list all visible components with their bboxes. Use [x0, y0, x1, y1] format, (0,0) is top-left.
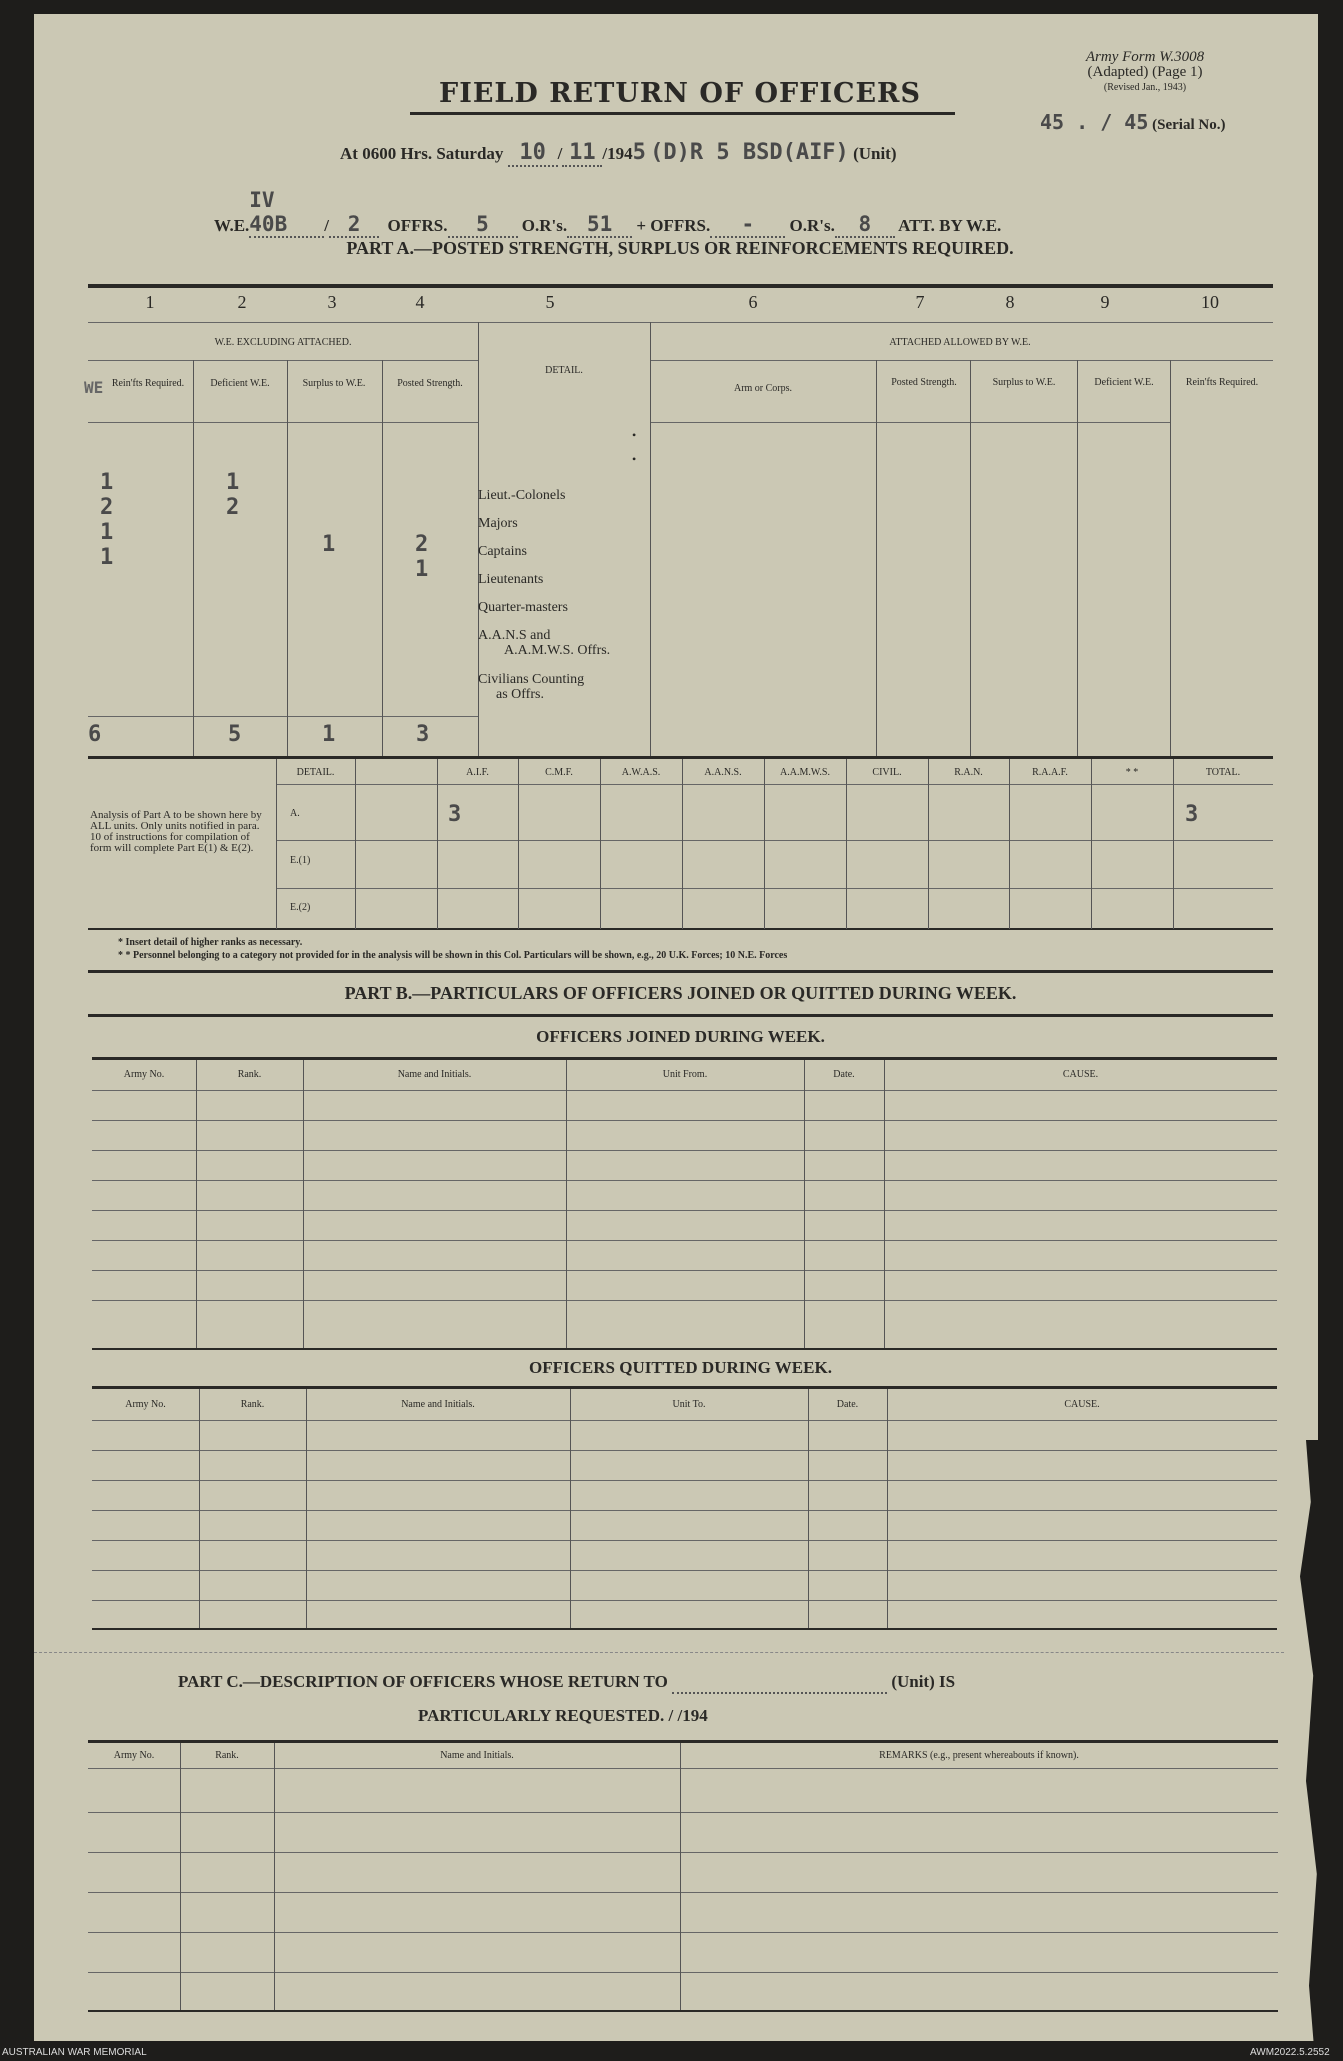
- analysis-row-rule-2: [276, 888, 1273, 889]
- quitted-col-div: [306, 1389, 307, 1628]
- col2-value: 1: [226, 470, 240, 495]
- col-number-2: 2: [237, 292, 247, 312]
- quitted-hdr-name: Name and Initials.: [401, 1399, 475, 1410]
- quitted-col-div: [570, 1389, 571, 1628]
- analysis-hdr-aamws: A.A.M.W.S.: [780, 767, 830, 778]
- part-c-date: / /194: [668, 1706, 708, 1725]
- col-divider-3: [382, 360, 383, 756]
- part-c-col-div: [180, 1743, 181, 2010]
- part-a-top-rule: [88, 284, 1273, 288]
- rank-quarter-masters: Quarter-masters: [478, 600, 568, 615]
- ors-value: 51: [567, 212, 632, 238]
- page-title: FIELD RETURN OF OFFICERS: [439, 78, 921, 109]
- quitted-hdr-cause: CAUSE.: [1064, 1399, 1100, 1410]
- serial-number-value: 45 . / 45: [1040, 110, 1149, 134]
- part-a-title: PART A.—POSTED STRENGTH, SURPLUS OR REINFORCEMENTS REQUIRED.: [346, 238, 1014, 258]
- ors2-value: 8: [835, 212, 895, 238]
- rank-majors: Majors: [478, 516, 518, 531]
- quitted-header-rule: [92, 1420, 1277, 1421]
- analysis-col-div: [355, 759, 356, 929]
- quitted-row-line: [92, 1510, 1277, 1511]
- joined-col-div: [566, 1060, 567, 1348]
- col-number-4: 4: [415, 292, 425, 312]
- analysis-row-e1: E.(1): [290, 855, 311, 866]
- analysis-col-div: [1009, 759, 1010, 929]
- part-c-row-line: [88, 1812, 1278, 1813]
- part-a-total-rule: [88, 716, 478, 717]
- analysis-col-div: [1173, 759, 1174, 929]
- joined-row-line: [92, 1150, 1277, 1151]
- we-line: W.E.IV 40B / 2 OFFRS. 5 O.R's. 51 + OFFRS. - O.R's. 8 ATT. BY W.E.: [214, 188, 1002, 236]
- hdr-att-surplus: Surplus to W.E.: [992, 377, 1056, 388]
- part-c-hdr-army-no: Army No.: [113, 1750, 155, 1761]
- analysis-header-rule: [276, 784, 1273, 785]
- hdr-deficient-we: Deficient W.E.: [210, 378, 270, 389]
- col-number-7: 7: [915, 292, 925, 312]
- joined-row-line: [92, 1120, 1277, 1121]
- part-c-bottom-rule: [88, 2010, 1278, 2012]
- quitted-col-div: [887, 1389, 888, 1628]
- offrs-label: OFFRS.: [387, 216, 448, 235]
- joined-hdr-name: Name and Initials.: [397, 1069, 472, 1080]
- joined-row-line: [92, 1300, 1277, 1301]
- detail-asterisk-1: •: [632, 428, 637, 442]
- plus-offrs-value: -: [710, 212, 785, 238]
- analysis-row-a: A.: [290, 808, 300, 819]
- part-a-group-rule-right: [650, 360, 1273, 361]
- quitted-row-line: [92, 1480, 1277, 1481]
- date-day: 10: [508, 140, 558, 167]
- analysis-instructions: Analysis of Part A to be shown here by ALL units. Only units notified in para. 10 of instructions for compilation of form will complete Part E(1) & E(2).: [90, 809, 262, 854]
- analysis-row-rule-1: [276, 840, 1273, 841]
- analysis-col-div: [600, 759, 601, 929]
- date-year: 5: [632, 140, 646, 165]
- joined-row-line: [92, 1210, 1277, 1211]
- part-a-bottom-rule: [88, 756, 1273, 759]
- col2-value: 2: [226, 495, 240, 520]
- analysis-hdr-other: * *: [1125, 767, 1139, 778]
- ors-label: O.R's.: [521, 216, 568, 235]
- part-c-row-line: [88, 1892, 1278, 1893]
- quitted-top-rule: [92, 1386, 1277, 1389]
- analysis-col-div: [682, 759, 683, 929]
- rank-civilians-sub: as Offrs.: [496, 687, 544, 702]
- quitted-hdr-date: Date.: [836, 1399, 859, 1410]
- perforation-line: [34, 1652, 1284, 1653]
- part-c-row-line: [88, 1972, 1278, 1973]
- total-col2: 5: [228, 722, 242, 747]
- serial-number-label: (Serial No.): [1152, 117, 1226, 133]
- col-number-8: 8: [1005, 292, 1015, 312]
- quitted-col-div: [808, 1389, 809, 1628]
- quitted-row-line: [92, 1450, 1277, 1451]
- analysis-hdr-total: TOTAL.: [1205, 767, 1241, 778]
- group-we-excluding: W.E. EXCLUDING ATTACHED.: [214, 337, 352, 348]
- col-number-9: 9: [1100, 292, 1110, 312]
- form-number-line1: Army Form W.3008: [1085, 49, 1205, 65]
- part-c-col-div: [274, 1743, 275, 2010]
- date-year-prefix: 194: [607, 144, 633, 163]
- analysis-col-div: [1091, 759, 1092, 929]
- hdr-detail: DETAIL.: [545, 365, 583, 376]
- col3-value: 1: [322, 532, 336, 557]
- part-b-title: PART B.—PARTICULARS OF OFFICERS JOINED OR QUITTED DURING WEEK.: [344, 983, 1017, 1003]
- joined-row-line: [92, 1240, 1277, 1241]
- part-a-hdr-rule-right: [650, 422, 1170, 423]
- col-divider-8: [1077, 360, 1078, 756]
- hdr-posted-strength: Posted Strength.: [397, 378, 463, 389]
- quitted-row-line: [92, 1540, 1277, 1541]
- ors2-label: O.R's.: [789, 216, 835, 235]
- col1-values: [100, 470, 113, 570]
- joined-col-div: [884, 1060, 885, 1348]
- part-a-group-rule-left: [88, 360, 478, 361]
- hdr-reinfts-required: Rein'fts Required.: [111, 378, 185, 389]
- part-c-header-rule: [88, 1768, 1278, 1769]
- col1-value: 1: [100, 470, 114, 495]
- we-label: W.E.: [214, 216, 250, 235]
- total-col1: 6: [88, 722, 102, 747]
- plus-offrs-label: + OFFRS.: [636, 216, 711, 235]
- col1-value: 1: [100, 545, 114, 570]
- analysis-col-div: [846, 759, 847, 929]
- rank-aamws: A.A.M.W.S. Offrs.: [504, 643, 611, 658]
- detail-asterisk-2: •: [632, 452, 637, 466]
- hdr-surplus-we: Surplus to W.E.: [302, 378, 366, 389]
- col-number-10: 10: [1201, 292, 1219, 312]
- analysis-col-div: [276, 759, 277, 929]
- joined-col-div: [804, 1060, 805, 1348]
- quitted-col-div: [199, 1389, 200, 1628]
- offrs-value: 5: [448, 212, 518, 238]
- joined-top-rule: [92, 1057, 1277, 1060]
- analysis-hdr-aans: A.A.N.S.: [704, 767, 742, 778]
- part-a-hdr-rule-left: [88, 422, 478, 423]
- notes-bottom-rule: [88, 970, 1273, 973]
- part-c-line1: [178, 1672, 955, 1694]
- analysis-hdr-civil: CIVIL.: [872, 767, 902, 778]
- rank-civilians: Civilians Counting: [478, 672, 585, 687]
- part-c-title: PART C.—DESCRIPTION OF OFFICERS WHOSE RETURN TO: [178, 1672, 668, 1691]
- serial-number: [1040, 110, 1225, 134]
- analysis-col-div: [928, 759, 929, 929]
- analysis-bottom-rule: [88, 928, 1273, 930]
- we-value: IV 40B: [249, 188, 324, 238]
- col-divider-2: [287, 360, 288, 756]
- joined-hdr-date: Date.: [833, 1069, 855, 1080]
- analysis-col-div: [518, 759, 519, 929]
- col-divider-6: [876, 360, 877, 756]
- joined-title: OFFICERS JOINED DURING WEEK.: [536, 1027, 825, 1046]
- col-number-5: 5: [545, 292, 555, 312]
- part-c-requested: PARTICULARLY REQUESTED.: [418, 1706, 665, 1725]
- col4-value: 2: [415, 532, 429, 557]
- we-stamp: WE: [84, 378, 104, 397]
- joined-hdr-cause: CAUSE.: [1062, 1069, 1099, 1080]
- analysis-total-a-value: 3: [1185, 802, 1199, 827]
- analysis-row-e2: E.(2): [290, 902, 311, 913]
- hdr-att-deficient: Deficient W.E.: [1094, 377, 1154, 388]
- form-number-line3: (Revised Jan., 1943): [1103, 82, 1187, 93]
- joined-col-div: [303, 1060, 304, 1348]
- unit-label: (Unit): [853, 144, 897, 163]
- joined-hdr-unit-from: Unit From.: [662, 1069, 708, 1080]
- quitted-row-line: [92, 1570, 1277, 1571]
- quitted-row-line: [92, 1600, 1277, 1601]
- part-c-row-line: [88, 1852, 1278, 1853]
- col-number-6: 6: [748, 292, 758, 312]
- form-number: [1020, 50, 1270, 95]
- rank-lieutenants: Lieutenants: [478, 572, 544, 587]
- total-col3: 1: [322, 722, 336, 747]
- part-c-col-div: [680, 1743, 681, 2010]
- rank-captains: Captains: [478, 544, 527, 559]
- group-attached-allowed: ATTACHED ALLOWED BY W.E.: [889, 337, 1031, 348]
- col-divider-9: [1170, 360, 1171, 756]
- part-c-hdr-remarks: REMARKS (e.g., present whereabouts if known).: [879, 1750, 1079, 1761]
- date-prefix: At 0600 Hrs. Saturday: [340, 144, 504, 163]
- rank-lieut-colonels: Lieut.-Colonels: [478, 488, 566, 503]
- col4-values: [415, 532, 428, 582]
- joined-hdr-rank: Rank.: [237, 1069, 262, 1080]
- title-underline: [410, 112, 955, 115]
- joined-col-div: [196, 1060, 197, 1348]
- quitted-title: OFFICERS QUITTED DURING WEEK.: [529, 1358, 832, 1377]
- footer-archive-name: AUSTRALIAN WAR MEMORIAL: [2, 2047, 147, 2058]
- part-c-top-rule: [88, 1740, 1278, 1743]
- quitted-hdr-army-no: Army No.: [125, 1399, 166, 1410]
- joined-hdr-army-no: Army No.: [123, 1069, 165, 1080]
- quitted-hdr-rank: Rank.: [240, 1399, 265, 1410]
- analysis-hdr-ran: R.A.N.: [954, 767, 983, 778]
- joined-bottom-rule: [92, 1348, 1277, 1350]
- analysis-hdr-detail: DETAIL.: [296, 767, 335, 778]
- analysis-hdr-cmf: C.M.F.: [545, 767, 573, 778]
- col-number-3: 3: [327, 292, 337, 312]
- analysis-aif-a-value: 3: [448, 802, 462, 827]
- part-c-line2: [418, 1706, 708, 1726]
- we-sub: 2: [329, 212, 379, 238]
- col4-value: 1: [415, 557, 429, 582]
- note-other-category: * * Personnel belonging to a category not provided for in the analysis will be shown in this Col. Particulars will be shown, e.g., 20 U.K. Forces; 10 N.E. Forces: [118, 950, 788, 961]
- col-divider-4: [478, 322, 479, 756]
- analysis-col-div: [764, 759, 765, 929]
- date-month: 11: [562, 140, 602, 167]
- col1-value: 2: [100, 495, 114, 520]
- joined-header-rule: [92, 1090, 1277, 1091]
- analysis-hdr-aif: A.I.F.: [466, 767, 489, 778]
- date-line: At 0600 Hrs. Saturday 10 / 11 /1945 (D)R 5 BSD(AIF) (Unit): [340, 140, 897, 165]
- col-divider-1: [193, 360, 194, 756]
- hdr-att-posted-strength: Posted Strength.: [891, 377, 957, 388]
- analysis-hdr-awas: A.W.A.S.: [621, 767, 661, 778]
- part-a-numbers-rule: [88, 322, 1273, 323]
- col2-values: [226, 470, 239, 520]
- joined-row-line: [92, 1180, 1277, 1181]
- hdr-arm-corps: Arm or Corps.: [733, 383, 793, 394]
- quitted-hdr-unit-to: Unit To.: [672, 1399, 706, 1410]
- unit-name: (D)R 5 BSD(AIF): [650, 140, 849, 165]
- quitted-bottom-rule: [92, 1628, 1277, 1630]
- col-divider-7: [970, 360, 971, 756]
- hdr-att-reinfts: Rein'fts Required.: [1185, 377, 1259, 388]
- note-higher-ranks: * Insert detail of higher ranks as necessary.: [118, 937, 303, 948]
- part-c-hdr-rank: Rank.: [215, 1750, 239, 1761]
- att-label: ATT. BY W.E.: [898, 216, 1002, 235]
- rank-aans: A.A.N.S and: [478, 628, 551, 643]
- footer-accession-number: AWM2022.5.2552: [1250, 2047, 1330, 2058]
- col-number-1: 1: [145, 292, 155, 312]
- analysis-hdr-raaf: R.A.A.F.: [1032, 767, 1068, 778]
- part-b-rule: [88, 1014, 1273, 1017]
- part-c-unit-label: (Unit) IS: [891, 1672, 956, 1691]
- total-col4: 3: [416, 722, 430, 747]
- part-c-hdr-name: Name and Initials.: [440, 1750, 514, 1761]
- part-c-row-line: [88, 1932, 1278, 1933]
- analysis-col-div: [437, 759, 438, 929]
- form-number-line2: (Adapted) (Page 1): [1087, 64, 1203, 80]
- joined-row-line: [92, 1270, 1277, 1271]
- col1-value: 1: [100, 520, 114, 545]
